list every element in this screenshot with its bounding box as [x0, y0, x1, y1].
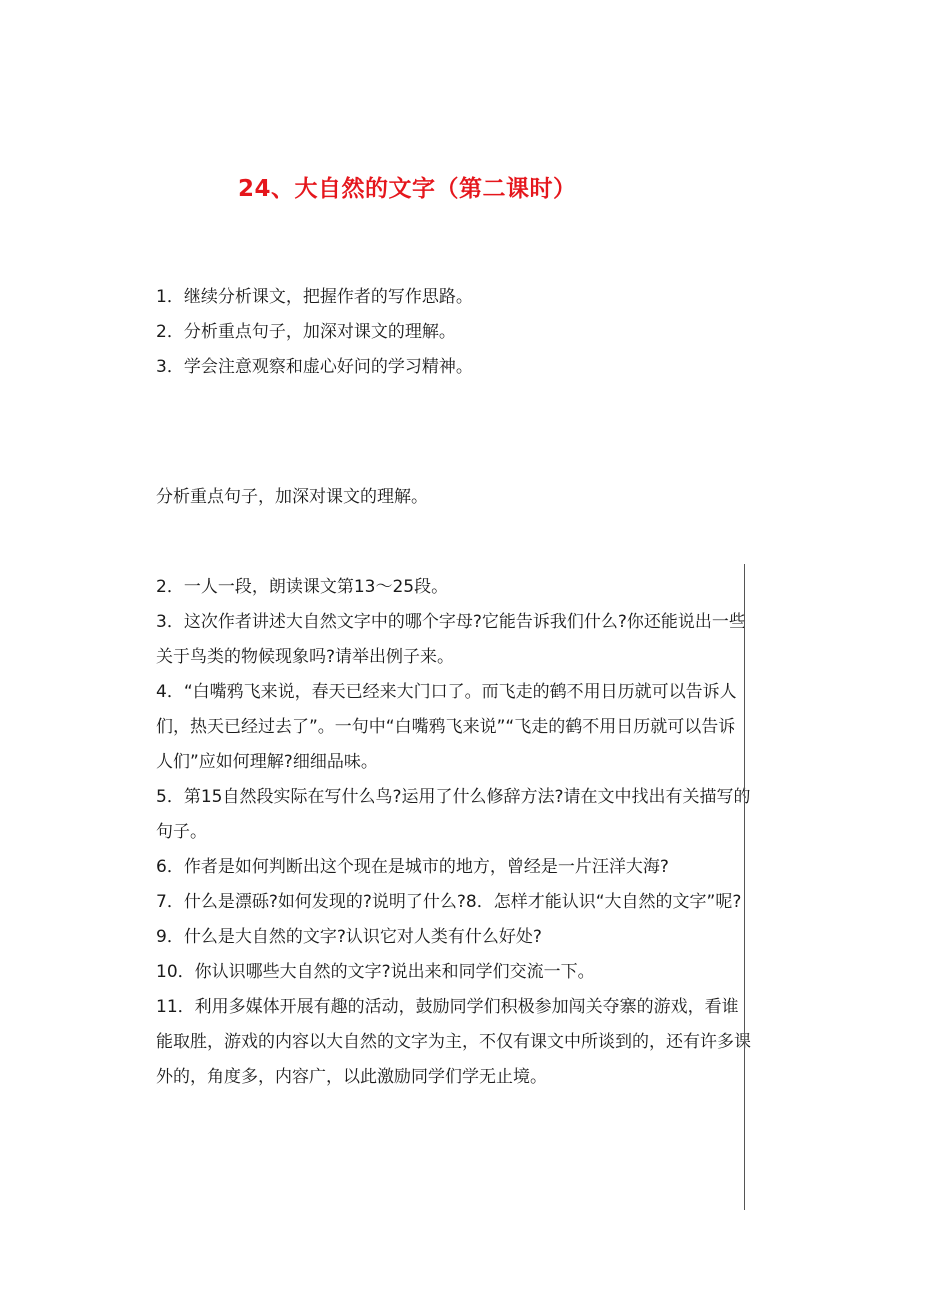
process-item: 11．利用多媒体开展有趣的活动，鼓励同学们积极参加闯关夺寨的游戏，看谁能取胜，游戏的内容以大自然的文字为主，不仅有课文中所谈到的，还有许多课外的，角度多，内容广，以此激励同学们学无止境。	[156, 997, 751, 1087]
process-item: 6．作者是如何判断出这个现在是城市的地方，曾经是一片汪洋大海?	[156, 857, 669, 877]
key-point: 分析重点句子，加深对课文的理解。	[156, 487, 428, 507]
objective-item: 1．继续分析课文，把握作者的写作思路。	[156, 287, 473, 307]
objective-item: 3．学会注意观察和虚心好问的学习精神。	[156, 357, 473, 377]
process-item: 3．这次作者讲述大自然文字中的哪个字母?它能告诉我们什么?你还能说出一些关于鸟类的物候现象吗?请举出例子来。	[156, 612, 746, 667]
objectives-list	[156, 280, 756, 385]
process-item: 5．第15自然段实际在写什么鸟?运用了什么修辞方法?请在文中找出有关描写的句子。	[156, 787, 751, 842]
objective-item: 2．分析重点句子，加深对课文的理解。	[156, 322, 456, 342]
process-item: 4．“白嘴鸦飞来说，春天已经来大门口了。而飞走的鹤不用日历就可以告诉人们，热天已经过去了”。一句中“白嘴鸦飞来说”“飞走的鹤不用日历就可以告诉人们”应如何理解?细细品味。	[156, 682, 737, 772]
process-item: 7．什么是漂砾?如何发现的?说明了什么?8．怎样才能认识“大自然的文字”呢?	[156, 892, 742, 912]
process-item: 10．你认识哪些大自然的文字?说出来和同学们交流一下。	[156, 962, 595, 982]
process-item: 2．一人一段，朗读课文第13～25段。	[156, 577, 449, 597]
table-border-line	[744, 564, 745, 1210]
process-list	[156, 570, 751, 1095]
page-title: 24、大自然的文字（第二课时）	[238, 176, 577, 202]
process-item: 9．什么是大自然的文字?认识它对人类有什么好处?	[156, 927, 542, 947]
